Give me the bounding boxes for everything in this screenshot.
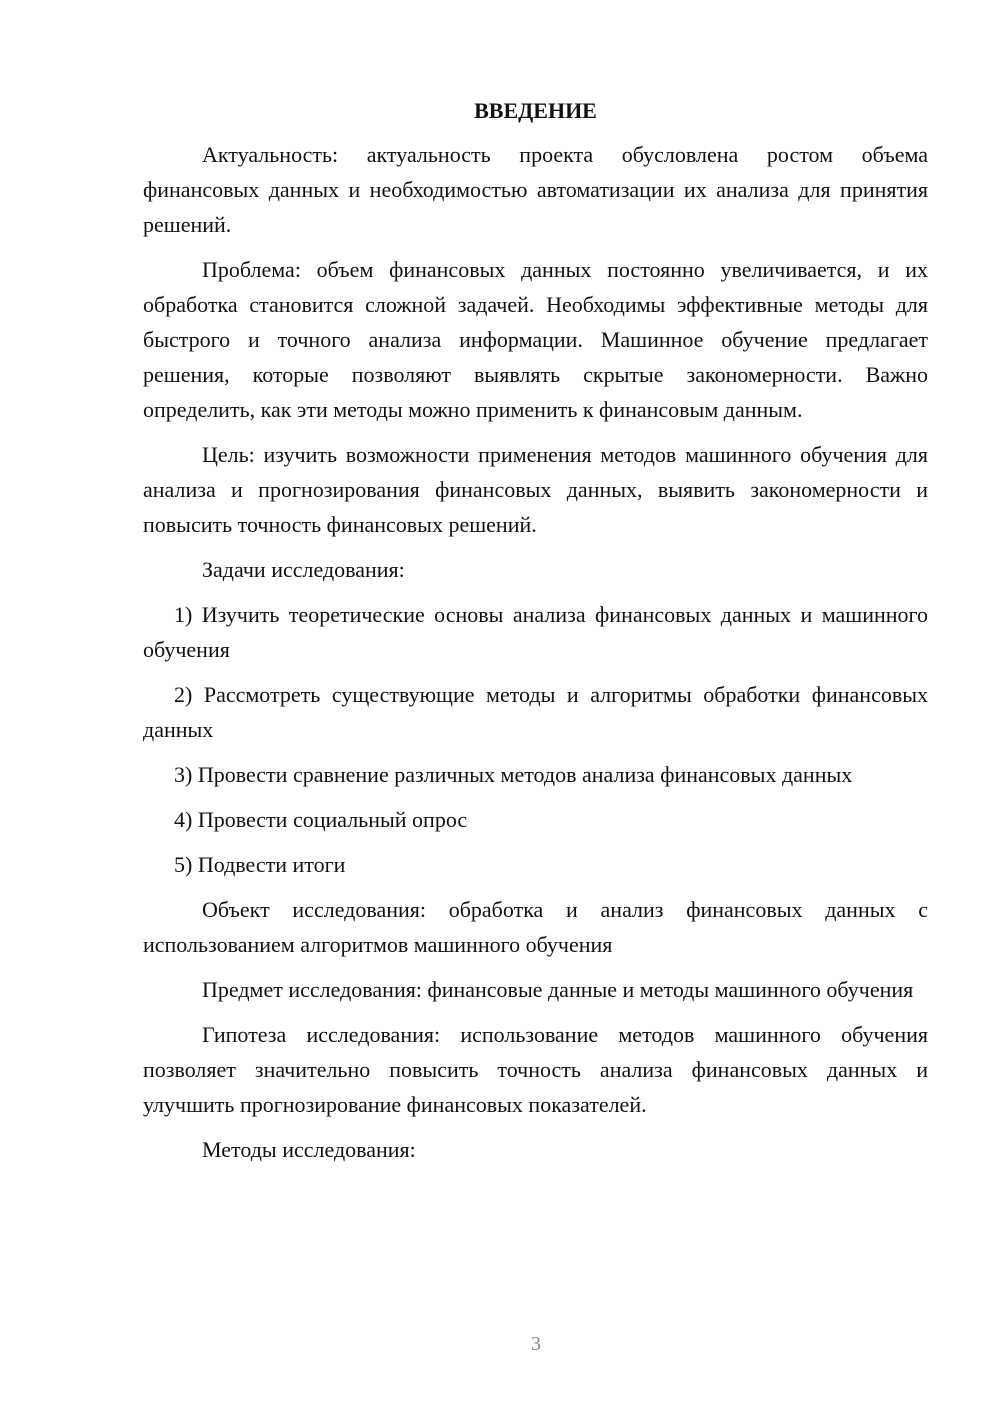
goal-paragraph: Цель: изучить возможности применения методов машинного обучения для анализа и прогнозирования финансовых данных, выявить закономерности и повысить точность финансовых решений. — [143, 442, 928, 537]
section-title: ВВЕДЕНИЕ — [474, 98, 597, 123]
task-item-2: 2) Рассмотреть существующие методы и алгоритмы обработки финансовых данных — [143, 682, 928, 742]
document-page — [143, 96, 928, 1177]
object-paragraph: Объект исследования: обработка и анализ финансовых данных с использованием алгоритмов машинного обучения — [143, 897, 928, 957]
task-item-1: 1) Изучить теоретические основы анализа финансовых данных и машинного обучения — [143, 602, 928, 662]
tasks-heading: Задачи исследования: — [202, 557, 405, 582]
relevance-paragraph: Актуальность: актуальность проекта обусловлена ростом объема финансовых данных и необходимостью автоматизации их анализа для принятия решений. — [143, 142, 928, 237]
task-item-4: 4) Провести социальный опрос — [174, 807, 468, 832]
methods-heading: Методы исследования: — [202, 1137, 416, 1162]
task-item-3: 3) Провести сравнение различных методов анализа финансовых данных — [174, 762, 853, 787]
hypothesis-paragraph: Гипотеза исследования: использование методов машинного обучения позволяет значительно повысить точность анализа финансовых данных и улучшить прогнозирование финансовых показателей. — [143, 1022, 928, 1117]
page-number: 3 — [531, 1333, 541, 1355]
task-item-5: 5) Подвести итоги — [174, 852, 346, 877]
subject-paragraph: Предмет исследования: финансовые данные и методы машинного обучения — [202, 977, 914, 1002]
problem-paragraph: Проблема: объем финансовых данных постоянно увеличивается, и их обработка становится сложной задачей. Необходимы эффективные методы для быстрого и точного анализа информации. Машинное обучение предлагает решения, которые позволяют выявлять скрытые закономерности. Важно определить, как эти методы можно применить к финансовым данным. — [143, 257, 928, 422]
